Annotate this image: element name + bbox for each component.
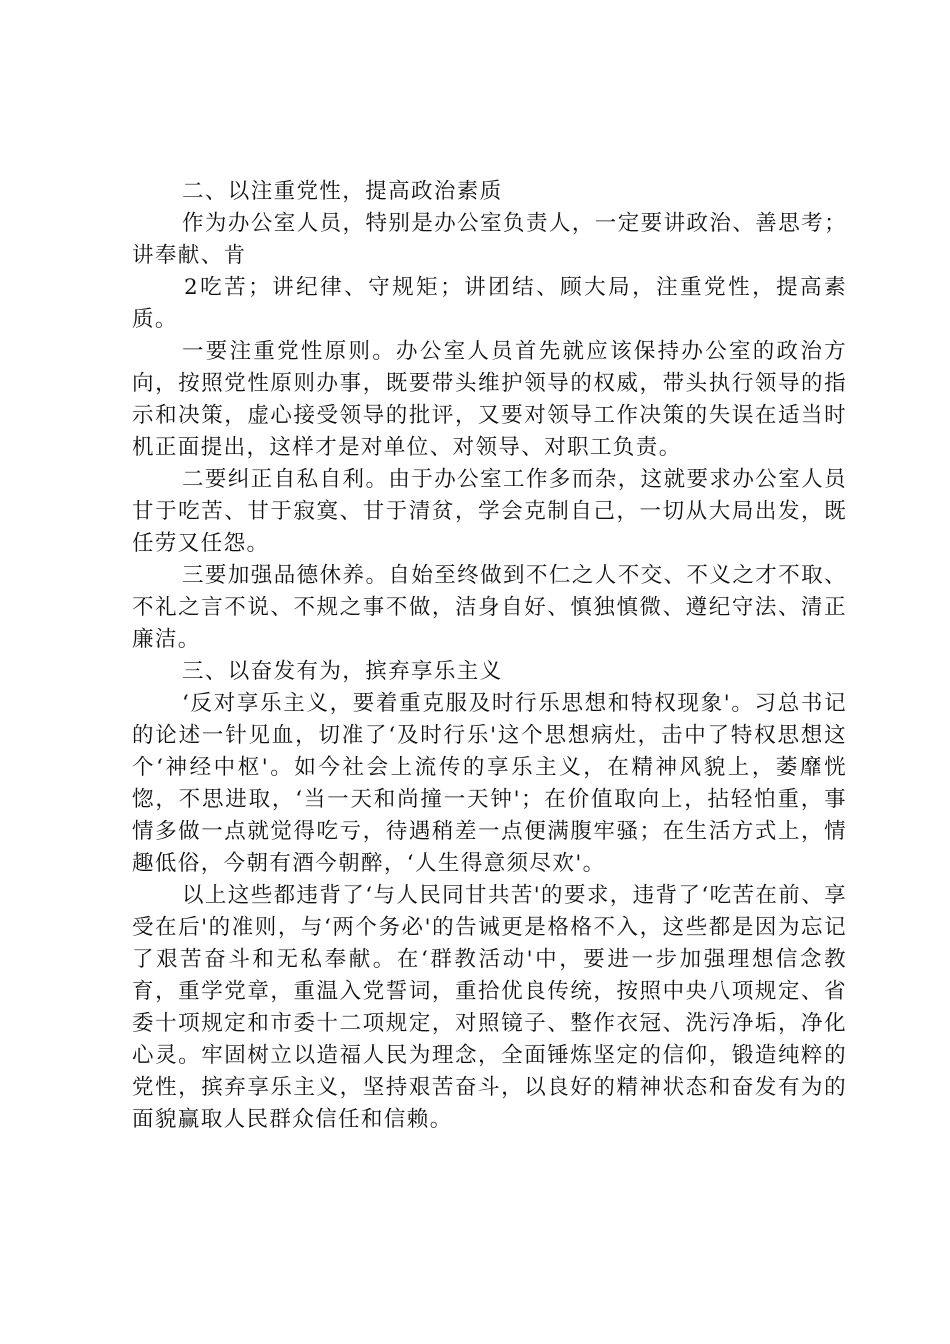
section-heading-2: 二、以注重党性，提高政治素质 [182,179,503,204]
paragraph-selflessness: 二要纠正自私自利。由于办公室工作多而杂，这就要求办公室人员甘于吃苦、甘于寂寞、甘于清贫，学会克制自己，一切从大局出发，既任劳又任怨。 [132,467,847,556]
paragraph-intro-part2: 2吃苦；讲纪律、守规矩；讲团结、顾大局，注重党性，提高素质。 [132,275,847,332]
document-body [132,176,847,1136]
paragraph-party-principle: 一要注重党性原则。办公室人员首先就应该保持办公室的政治方向，按照党性原则办事，既要带头维护领导的权威，带头执行领导的指示和决策，虚心接受领导的批评，又要对领导工作决策的失误在适当时机正面提出，这样才是对单位、对领导、对职工负责。 [132,339,847,460]
paragraph-intro-part1: 作为办公室人员，特别是办公室负责人，一定要讲政治、善思考；讲奉献、肯 [132,211,847,268]
section-heading-3: 三、以奋发有为，摈弃享乐主义 [182,659,503,684]
paragraph-moral-cultivation: 三要加强品德休养。自始至终做到不仁之人不交、不义之才不取、不礼之言不说、不规之事不做，洁身自好、慎独慎微、遵纪守法、清正廉洁。 [132,563,847,652]
paragraph-conclusion: 以上这些都违背了‘与人民同甘共苦'的要求，违背了‘吃苦在前、享受在后'的准则，与‘两个务必'的告诫更是格格不入，这些都是因为忘记了艰苦奋斗和无私奉献。在‘群教活动'中，要进一步加强理想信念教育，重学党章，重温入党誓词，重拾优良传统，按照中央八项规定、省委十项规定和市委十二项规定，对照镜子、整作衣冠、洗污净垢，净化心灵。牢固树立以造福人民为理念，全面锤炼坚定的信仰，锻造纯粹的党性，摈弃享乐主义，坚持艰苦奋斗，以良好的精神状态和奋发有为的面貌赢取人民群众信任和信赖。 [132,883,847,1132]
paragraph-hedonism-quote: ‘反对享乐主义，要着重克服及时行乐思想和特权现象'。习总书记的论述一针见血，切准了‘及时行乐'这个思想病灶，击中了特权思想这个‘神经中枢'。如今社会上流传的享乐主义，在精神风貌上，萎靡恍惚，不思进取，‘当一天和尚撞一天钟'；在价值取向上，拈轻怕重，事情多做一点就觉得吃亏，待遇稍差一点便满腹牢骚；在生活方式上，情趣低俗，今朝有酒今朝醉，‘人生得意须尽欢'。 [132,691,847,876]
